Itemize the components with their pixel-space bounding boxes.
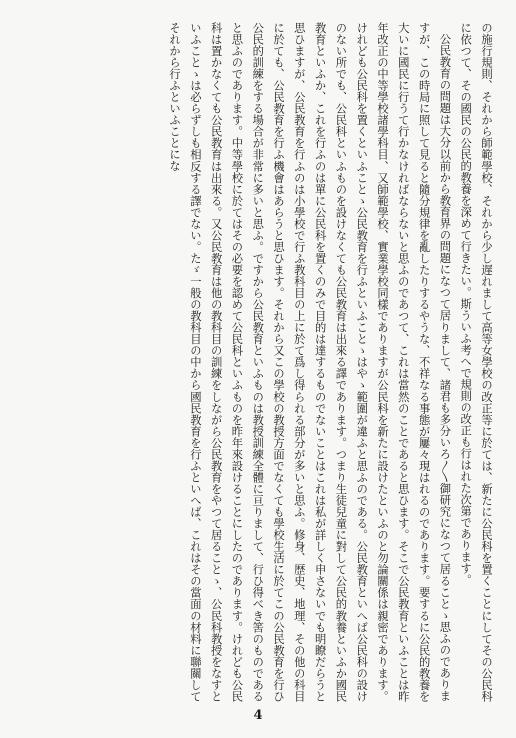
paragraph-civic-education: 公民教育の問題は大分以前から教育界の問題になつて居りまして、諸君も多分いろ〳〵御研究になつて居ることゝ思ふのでありますが、この時局に照して見ると隨分規律を亂したりするやうな、不祥なる事態が屢々現はれるのであります。要するに公民的教養を大いに國民に行うて行かなければならないと思ふのであつて、これは當然のことであると思ひます。そこで公民教育といふことは昨年改正の中等學校諸學科目、又師範學校、實業學校同樣でありますが公民科を新たに設けたといふのと勿論關係は親密であります。けれども公民科を置くといふことゝ公民教育を行ふといふことゝはやゝ範圍が違ふと思ふのである。公民教育といへば公民科の設けのない所でも、公民科といふものを設けなくても公民教育は出來る譯であります。つまり生徒兒童に對して公民的教養といふか國民教育といふか、これを行ふのは單に公民科を置くのみで目的は達するものでないことはこれは私が詳しく申さないでも明瞭だらうと思ひますが、公民教育を行ふのは小學校で行ふ教科目の上に於て爲し得られる部分が多いと思ふ。修身、歴史、地理、その他の科目に於ても、公民教育を行ふ機會はあらうと思ひます。それから又この學校の教授方面でなくても學校生活に於てこの公民教育を行ひ公民的訓練をする場合が非常に多いと思ふ。ですから公民教育といふものは教授訓練全體に亘りまして、行ひ得べき筈のものであると思ふのであります。中等學校に於てはその必要を認めて公民科といふものを昨年來設けることにしたのであります。けれども公民科は置かなくても公民教育は出來る。又公民教育は他の教科目の訓練をしながら公民教育をやつて居ることゝ、公民科教授をなすといふことゝは必らずしも相反する譯でない。たゞ一般の教科目の中から國民教育を行ふといへば、これはその當面の材料に聯關してそれから行ふといふことにな <box>168 22 452 702</box>
paragraph-continuation: の施行規則、それから師範學校、それから少し遅れまして高等女學校の改正等に於ては、新たに公民科を置くことにしてその公民科に依つて、その國民の公民的教養を深めて行きたい。斯ういふ考へで規則の改正も行はれた次第であります。 <box>459 22 493 702</box>
page-number: 4 <box>253 708 263 723</box>
vertical-text-body <box>20 22 496 702</box>
